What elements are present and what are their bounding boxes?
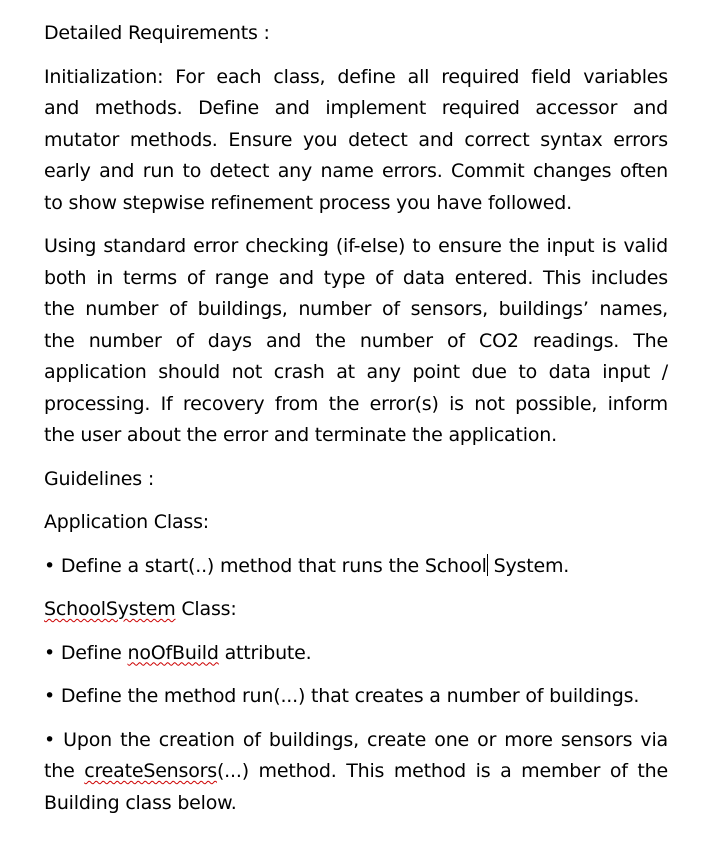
text-line: Initialization: For each class, define all required field variables [44,65,668,88]
heading-detailed-requirements: Detailed Requirements : [44,22,270,44]
text-line: both in terms of range and type of data entered. This includes [44,266,668,289]
bullet-text-end: attribute. [218,641,312,664]
heading-application-class: Application Class: [44,511,209,533]
line-text: the [44,760,85,782]
text-line: application should not crash at any point due to data input / [44,361,668,383]
text-line: the number of buildings, number of sensors, buildings’ names, [44,298,668,320]
bullet-text: • Define a start(..) method that runs the School [44,554,487,577]
bullet-start-method [44,551,668,583]
text-line [44,756,668,788]
heading-schoolsystem-class [44,594,668,626]
paragraph-initialization [44,62,668,220]
text-line: and methods. Define and implement required accessor and [44,97,668,119]
text-line: the user about the error and terminate the application. [44,424,557,446]
text-line: • Upon the creation of buildings, create one or more sensors via [44,728,668,751]
bullet-create-sensors [44,725,668,820]
text-line: to show stepwise refinement process you have followed. [44,191,573,214]
bullet-run-method: • Define the method run(...) that creates a number of buildings. [44,685,640,707]
paragraph-error-checking [44,231,668,452]
spellcheck-word[interactable]: createSensors [84,760,217,782]
heading-suffix: Class: [175,598,237,620]
line-text-end: (...) method. This method is a member of the [216,760,668,782]
text-line: processing. If recovery from the error(s) is not possible, inform [44,392,668,415]
text-line: the number of days and the number of CO2 readings. The [44,329,668,352]
text-line: Building class below. [44,791,237,814]
heading-guidelines: Guidelines : [44,467,155,490]
bullet-text-end: System. [487,554,570,577]
document-body[interactable] [44,18,668,831]
text-line: mutator methods. Ensure you detect and correct syntax errors [44,128,668,151]
spellcheck-word[interactable]: SchoolSystem [44,598,176,620]
spellcheck-word[interactable]: noOfBuild [127,641,219,664]
bullet-noofbuild [44,638,668,670]
bullet-text: • Define [44,641,128,664]
text-line: early and run to detect any name errors. Commit changes often [44,160,668,182]
text-line: Using standard error checking (if-else) to ensure the input is valid [44,235,668,257]
